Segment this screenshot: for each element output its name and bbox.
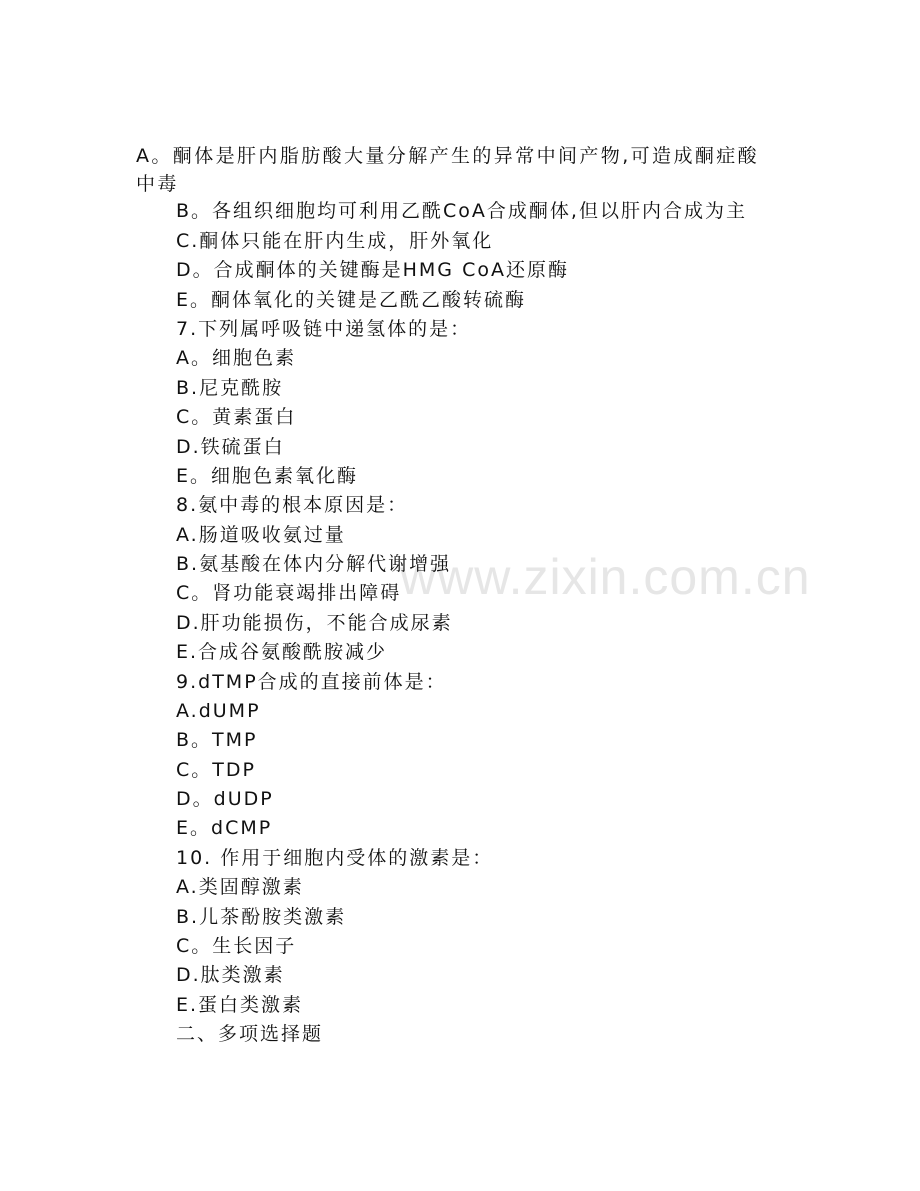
q7-option-e: E。细胞色素氧化酶 [176,465,359,487]
q9-option-e: E。dCMP [176,817,273,839]
q7-option-d: D.铁硫蛋白 [176,436,285,458]
option-d-line: D。合成酮体的关键酶是HMG CoA还原酶 [176,259,569,281]
q8-option-c: C。肾功能衰竭排出障碍 [176,582,402,604]
q10-option-a: A.类固醇激素 [176,876,304,898]
question-9: 9.dTMP合成的直接前体是： [176,671,447,693]
question-7: 7.下列属呼吸链中递氢体的是： [176,318,472,340]
option-e-line: E。酮体氧化的关键是乙酰乙酸转硫酶 [176,289,527,311]
q9-option-b: B。TMP [176,729,258,751]
q10-option-b: B.儿茶酚胺类激素 [176,906,347,928]
option-c-line: C.酮体只能在肝内生成，肝外氧化 [176,230,494,252]
q8-option-b: B.氨基酸在体内分解代谢增强 [176,553,452,575]
q7-option-b: B.尼克酰胺 [176,377,284,399]
q9-option-a: A.dUMP [176,700,261,722]
q7-option-c: C。黄素蛋白 [176,406,297,428]
q9-option-c: C。TDP [176,759,256,781]
q8-option-d: D.肝功能损伤，不能合成尿素 [176,612,453,634]
question-8: 8.氨中毒的根本原因是： [176,494,409,516]
q10-option-d: D.肽类激素 [176,964,285,986]
watermark: www.zixin.com.cn [400,549,811,605]
q10-option-e: E.蛋白类激素 [176,994,304,1016]
q10-option-c: C。生长因子 [176,935,297,957]
section-heading-multiple-choice: 二、多项选择题 [176,1023,324,1045]
option-b-line: B。各组织细胞均可利用乙酰CoA合成酮体,但以肝内合成为主 [176,200,747,222]
option-a-line: A。酮体是肝内脂肪酸大量分解产生的异常中间产物,可造成酮症酸中毒 [136,145,760,195]
q7-option-a: A。细胞色素 [176,347,296,369]
q9-option-d: D。dUDP [176,788,274,810]
q8-option-a: A.肠道吸收氨过量 [176,524,346,546]
question-10: 10. 作用于细胞内受体的激素是： [176,847,494,869]
q8-option-e: E.合成谷氨酸酰胺减少 [176,641,388,663]
